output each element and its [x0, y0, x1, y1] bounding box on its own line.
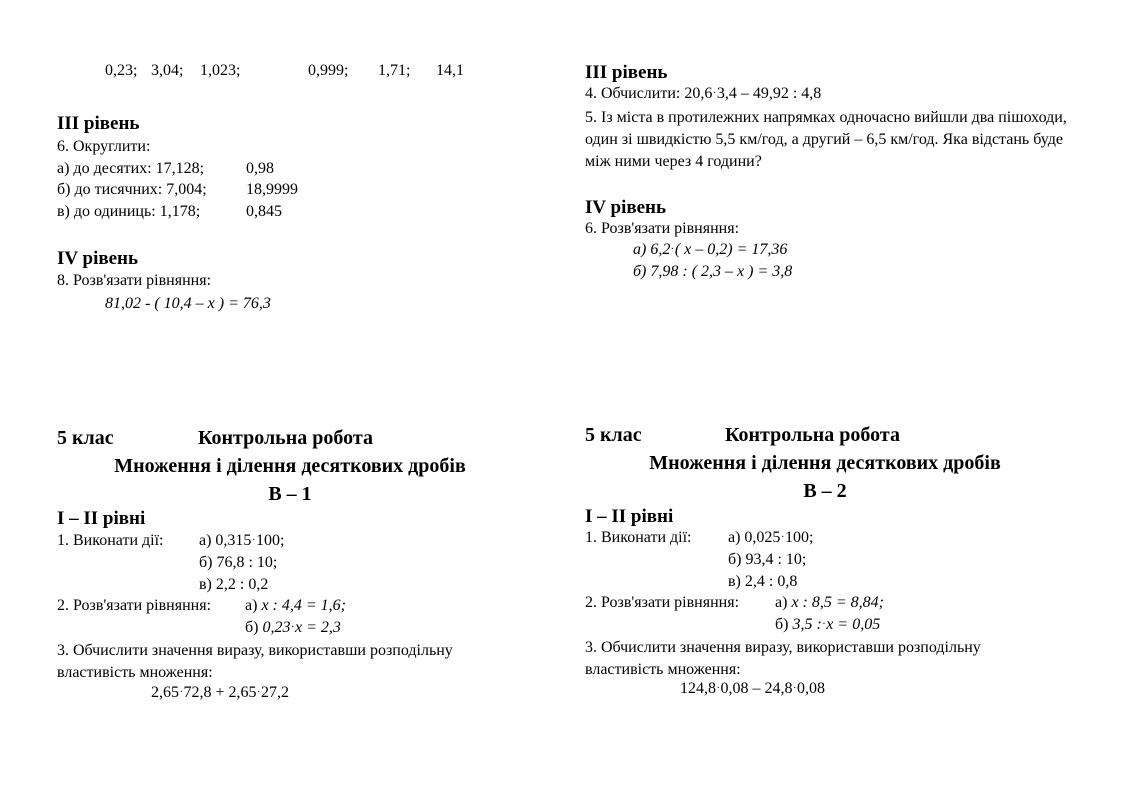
task3-expression — [151, 684, 289, 702]
multiply-dot: . — [252, 532, 255, 543]
task1-label: 1. Виконати дії: — [585, 529, 692, 546]
task2-label: 2. Розв'язати рівняння: — [585, 594, 740, 611]
task4 — [585, 85, 821, 103]
task4-suffix: 3,4 – 49,92 : 4,8 — [716, 85, 822, 102]
expression-part: 100; — [255, 532, 285, 549]
task1-b: б) 76,8 : 10; — [199, 554, 278, 571]
task6-b-equation: б) 7,98 : ( 2,3 – x ) = 3,8 — [633, 263, 793, 280]
multiply-dot: . — [793, 680, 796, 691]
task6-label: 6. Округлити: — [57, 138, 151, 155]
task4-prefix: 4. Обчислити: 20,6 — [585, 85, 713, 102]
task6-a-value: 0,98 — [246, 160, 274, 177]
variant-label: В – 2 — [803, 480, 847, 502]
multiply-dot: . — [180, 684, 183, 695]
task1-a — [199, 532, 284, 550]
task2-b-prefix: б) — [775, 616, 789, 633]
task6-c-value: 0,845 — [246, 203, 282, 220]
multiply-dot: . — [717, 680, 720, 691]
multiply-dot: . — [781, 529, 784, 540]
task1-c: в) 2,2 : 0,2 — [199, 576, 269, 593]
number-item: 0,23; — [105, 62, 138, 79]
test-title: Контрольна робота — [725, 424, 900, 446]
level3-heading: III рівень — [585, 62, 668, 83]
task1-a — [728, 529, 813, 547]
equation-part: 3,5 : — [792, 616, 822, 633]
level3-heading: III рівень — [57, 113, 140, 134]
task2-a-equation: x : 4,4 = 1,6; — [261, 597, 346, 614]
task2-a-prefix: а) — [775, 594, 788, 611]
test-subtitle: Множення і ділення десяткових дробів — [114, 455, 466, 477]
expression-part: 72,8 + 2,65 — [183, 684, 257, 701]
task1-label: 1. Виконати дії: — [57, 532, 164, 549]
expression-part: 27,2 — [261, 684, 290, 701]
multiply-dot: . — [291, 619, 294, 630]
level4-heading: IV рівень — [585, 197, 667, 218]
task2-label: 2. Розв'язати рівняння: — [57, 597, 212, 614]
task6-a-equation — [633, 241, 787, 259]
task3-expression — [680, 680, 825, 698]
expression-part: а) 0,025 — [728, 529, 781, 546]
task8-label: 8. Розв'язати рівняння: — [57, 272, 212, 289]
number-item: 0,999; — [308, 62, 349, 79]
grade-label: 5 клас — [585, 424, 642, 446]
expression-part: 100; — [784, 529, 814, 546]
test-subtitle: Множення і ділення десяткових дробів — [649, 452, 1001, 474]
level12-heading: І – ІІ рівні — [57, 508, 146, 529]
task2-a-prefix: а) — [245, 597, 258, 614]
task2-a — [245, 597, 346, 615]
test-title: Контрольна робота — [198, 427, 373, 449]
level4-heading: IV рівень — [57, 248, 139, 269]
equation-part: а) 6,2 — [633, 241, 671, 258]
expression-part: 0,08 — [797, 680, 825, 697]
multiply-dot: . — [257, 684, 261, 695]
expression-part: 124,8 — [680, 680, 716, 697]
task6-c-label: в) до одиниць: 1,178; — [57, 203, 201, 220]
task2-b — [775, 616, 880, 634]
task2-b-prefix: б) — [245, 619, 259, 636]
equation-part: ( x – 0,2) = 17,36 — [674, 241, 788, 258]
task2-b — [245, 619, 341, 637]
task5-text: 5. Із міста в протилежних напрямках одночасно вийшли два пішоходи, один зі швидкістю 5,5 км/год, а другий – 6,5 км/год. Яка відстань буде між ними через 4 години? — [585, 109, 1067, 170]
task6-label: 6. Розв'язати рівняння: — [585, 220, 740, 237]
multiply-dot: . — [671, 241, 674, 252]
level12-heading: І – ІІ рівні — [585, 506, 674, 527]
variant-label: В – 1 — [268, 483, 312, 505]
expression-part: 0,08 – 24,8 — [720, 680, 793, 697]
task3-text: 3. Обчислити значення виразу, використавши розподільну властивість множення: — [57, 642, 453, 681]
task3-text: 3. Обчислити значення виразу, використавши розподільну властивість множення: — [585, 639, 981, 678]
number-item: 1,71; — [378, 62, 411, 79]
expression-part: 2,65 — [151, 684, 179, 701]
number-item: 1,023; — [200, 62, 241, 79]
grade-label: 5 клас — [57, 427, 114, 449]
number-item: 14,1 — [436, 62, 464, 79]
task6-b-value: 18,9999 — [246, 181, 298, 198]
multiply-dot: . — [713, 85, 716, 96]
equation-part: x = 2,3 — [294, 619, 341, 636]
number-item: 3,04; — [151, 62, 184, 79]
task1-c: в) 2,4 : 0,8 — [728, 573, 798, 590]
equation-part: x = 0,05 — [826, 616, 881, 633]
task8-equation: 81,02 - ( 10,4 – x ) = 76,3 — [105, 295, 271, 312]
task6-b-label: б) до тисячних: 7,004; — [57, 181, 207, 198]
expression-part: а) 0,315 — [199, 532, 252, 549]
task1-b: б) 93,4 : 10; — [728, 551, 807, 568]
multiply-dot: . — [822, 616, 826, 627]
task2-a-equation: x : 8,5 = 8,84; — [791, 594, 884, 611]
equation-part: 0,23 — [262, 619, 291, 636]
task6-a-label: а) до десятих: 17,128; — [57, 160, 205, 177]
task2-a — [775, 594, 884, 612]
